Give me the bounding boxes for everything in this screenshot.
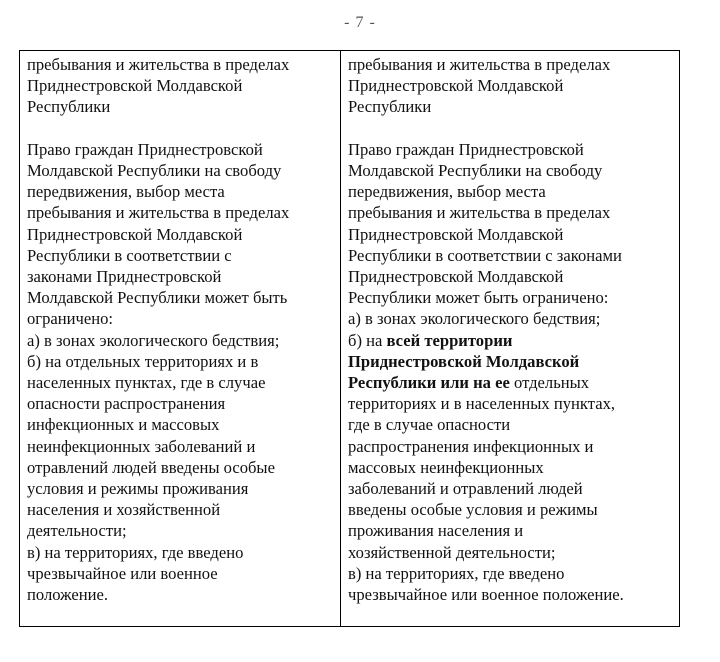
text-line: Приднестровской Молдавской (348, 76, 564, 96)
text-line: пребывания и жительства в пределах (348, 203, 611, 223)
text-line: чрезвычайное или военное положение. (348, 585, 624, 605)
text-line: Молдавской Республики на свободу (348, 161, 603, 180)
item-b-bold-1: всей территории (386, 330, 513, 350)
comparison-table (19, 50, 680, 627)
text-line: Молдавской Республики может быть (27, 288, 288, 308)
left-body (27, 139, 336, 605)
right-column (341, 51, 679, 626)
text-line: заболеваний и отравлений людей (348, 479, 583, 499)
text-line: Право граждан Приднестровской (27, 139, 263, 159)
text-line: Республики (27, 97, 111, 117)
text-line: в) на территориях, где введено (348, 563, 565, 583)
left-intro (27, 54, 336, 118)
item-b-bold-3: Республики или на ее (348, 373, 510, 393)
text-line: передвижения, выбор места (348, 182, 546, 202)
text-line: в) на территориях, где введено (27, 542, 244, 562)
text-line: Республики в соответствии с (27, 245, 232, 265)
text-line: Приднестровской Молдавской (348, 267, 564, 287)
text-line: населенных пунктах, где в случае (27, 373, 266, 393)
item-b-suffix: отдельных (509, 373, 590, 393)
right-item-b-line-1 (348, 330, 675, 351)
right-item-b-line-2: Приднестровской Молдавской (348, 351, 580, 371)
text-line: чрезвычайное или военное (27, 563, 218, 583)
item-b-prefix: б) на (348, 330, 387, 350)
text-line: опасности распространения (27, 394, 226, 414)
text-line: населения и хозяйственной (27, 500, 221, 520)
text-line: положение. (27, 585, 109, 605)
text-line: Республики может быть ограничено: (348, 288, 609, 308)
text-line: Приднестровской Молдавской (27, 224, 243, 244)
text-line: пребывания и жительства в пределах (348, 55, 611, 74)
paragraph-gap (27, 118, 336, 139)
text-line: а) в зонах экологического бедствия; (27, 330, 280, 350)
text-line: а) в зонах экологического бедствия; (348, 309, 601, 329)
text-line: условия и режимы проживания (27, 479, 249, 499)
text-line: деятельности; (27, 521, 127, 541)
text-line: б) на отдельных территориях и в (27, 351, 259, 371)
text-line: введены особые условия и режимы (348, 500, 598, 520)
text-line: массовых неинфекционных (348, 457, 544, 477)
text-line: Приднестровской Молдавской (348, 224, 564, 244)
text-line: законами Приднестровской (27, 267, 222, 287)
text-line: Республики (348, 97, 432, 117)
right-item-b-line-3 (348, 372, 675, 393)
right-body-before (348, 139, 675, 330)
text-line: пребывания и жительства в пределах (27, 55, 290, 74)
text-line: где в случае опасности (348, 415, 511, 435)
paragraph-gap (348, 118, 675, 139)
text-line: инфекционных и массовых (27, 415, 220, 435)
text-line: Молдавской Республики на свободу (27, 161, 282, 180)
text-line: Право граждан Приднестровской (348, 139, 584, 159)
text-line: территориях и в населенных пунктах, (348, 394, 616, 414)
text-line: пребывания и жительства в пределах (27, 203, 290, 223)
text-line: хозяйственной деятельности; (348, 542, 556, 562)
right-intro (348, 54, 675, 118)
text-line: передвижения, выбор места (27, 182, 225, 202)
text-line: распространения инфекционных и (348, 436, 594, 456)
text-line: Приднестровской Молдавской (27, 76, 243, 96)
page-number: - 7 - (344, 14, 376, 31)
text-line: Республики в соответствии с законами (348, 245, 622, 265)
text-line: неинфекционных заболеваний и (27, 436, 256, 456)
left-column (20, 51, 341, 626)
right-body-after (348, 393, 675, 605)
text-line: проживания населения и (348, 521, 524, 541)
text-line: отравлений людей введены особые (27, 457, 275, 477)
text-line: ограничено: (27, 309, 114, 329)
